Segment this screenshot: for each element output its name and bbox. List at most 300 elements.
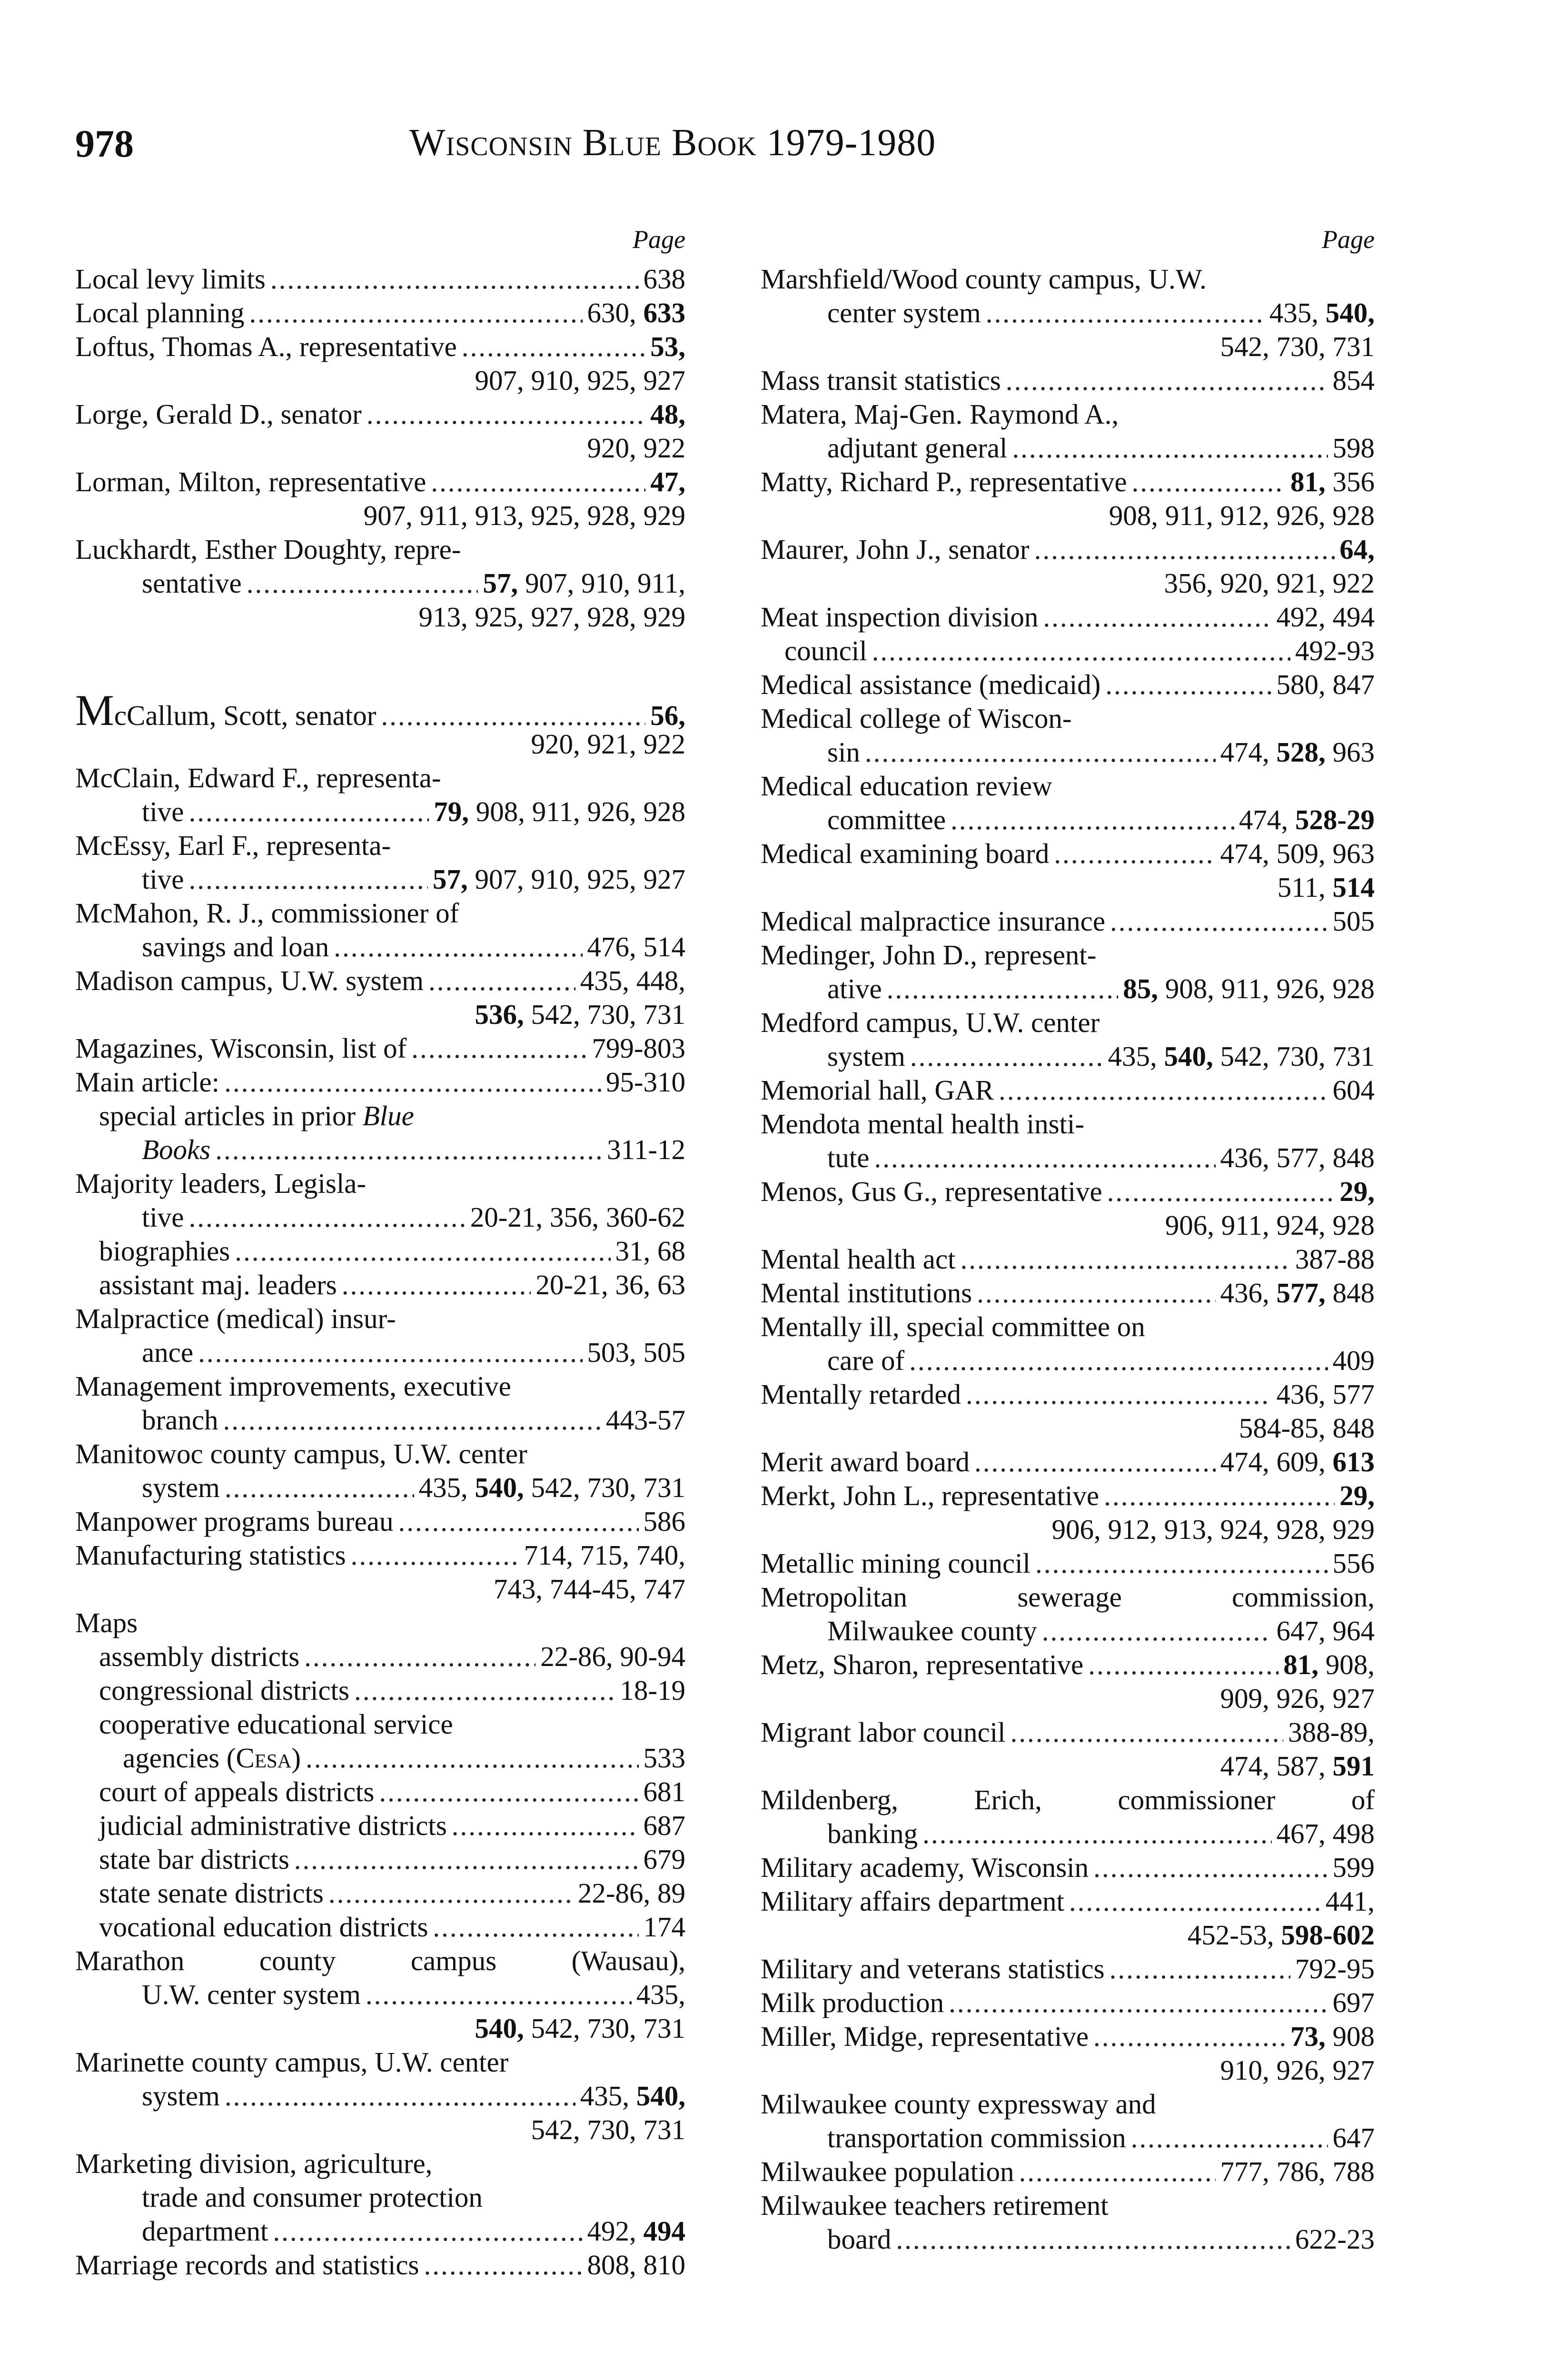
page-ref: 436, 577 — [1276, 1378, 1375, 1410]
entry-heading — [761, 904, 1105, 938]
page-refs — [1123, 972, 1375, 1006]
dot-leader — [1069, 1884, 1321, 1918]
page-ref: 584-85, 848 — [1239, 1412, 1375, 1444]
index-line — [75, 431, 685, 465]
index-line — [761, 533, 1375, 566]
page-ref: 514 — [1332, 872, 1375, 903]
index-line — [761, 1817, 1375, 1851]
heading-text: council — [784, 635, 867, 666]
entry-heading — [761, 600, 1038, 634]
page-ref: 536, — [475, 999, 524, 1030]
index-line — [761, 1209, 1375, 1242]
page-refs — [524, 1538, 685, 1572]
dot-leader — [1010, 1716, 1283, 1749]
index-line — [75, 863, 685, 896]
entry-heading — [761, 938, 1375, 972]
page-ref: 174 — [643, 1911, 685, 1943]
page-refs — [1333, 904, 1375, 938]
page-ref: 542, 730, 731 — [1213, 1041, 1375, 1072]
index-line — [75, 2248, 685, 2282]
page-ref: 81, — [1283, 1649, 1318, 1680]
index-line — [761, 1445, 1375, 1479]
page-ref: 494 — [643, 2215, 685, 2247]
entry-heading — [142, 2214, 268, 2248]
index-entry — [761, 1073, 1375, 1107]
dot-leader — [961, 1242, 1290, 1276]
index-line — [75, 1707, 685, 1741]
heading-text: Mental health act — [761, 1243, 956, 1275]
dot-leader — [225, 1471, 414, 1505]
heading-text: Local levy limits — [75, 263, 266, 295]
entry-heading — [142, 1200, 184, 1234]
entry-heading — [75, 296, 245, 330]
page-ref: 528, — [1276, 736, 1326, 768]
heading-text: Manufacturing statistics — [75, 1539, 346, 1571]
page-ref: 474, — [1220, 736, 1277, 768]
dot-leader — [1006, 364, 1328, 397]
page-refs — [531, 2113, 686, 2147]
index-entry — [761, 1445, 1375, 1479]
heading-text: Merkt, John L., representative — [761, 1480, 1100, 1511]
page-refs — [483, 566, 685, 600]
entry-heading — [761, 465, 1127, 499]
page-ref: 799-803 — [592, 1032, 685, 1064]
index-entry — [761, 938, 1375, 1006]
heading-text: tive — [142, 796, 184, 827]
heading-text: Marketing division, agriculture, — [75, 2148, 433, 2179]
index-line — [761, 330, 1375, 364]
index-line — [761, 2020, 1375, 2053]
page-ref: 907, 910, 925, 927 — [475, 365, 685, 396]
entry-heading — [827, 1614, 1037, 1648]
dot-leader — [334, 930, 582, 964]
index-entry — [75, 296, 685, 330]
index-entry — [75, 1606, 685, 1944]
entry-heading — [761, 1952, 1105, 1986]
index-line — [75, 1674, 685, 1707]
dot-leader — [1012, 431, 1328, 465]
page-refs — [1333, 1344, 1375, 1378]
page-ref: 18-19 — [620, 1675, 685, 1706]
page-refs — [1277, 1378, 1375, 1411]
index-line — [75, 1437, 685, 1471]
index-line — [761, 769, 1375, 803]
index-entry — [761, 465, 1375, 533]
index-line — [75, 1944, 685, 1978]
page-ref: 854 — [1332, 365, 1375, 396]
page-refs — [1277, 600, 1375, 634]
heading-text: Metallic mining council — [761, 1547, 1031, 1579]
page-ref: 907, 910, 925, 927 — [467, 863, 685, 895]
heading-text: biographies — [99, 1235, 230, 1267]
page-refs — [578, 1876, 685, 1910]
entry-heading — [761, 1783, 1375, 1817]
entry-heading — [142, 566, 242, 600]
page-ref: 388-89, — [1288, 1716, 1375, 1748]
page-refs — [580, 2079, 685, 2113]
index-line — [75, 1031, 685, 1065]
page-refs — [433, 863, 685, 896]
heading-text: Mendota mental health insti- — [761, 1108, 1084, 1140]
entry-heading — [761, 1107, 1375, 1141]
page-ref: 808, 810 — [587, 2249, 685, 2281]
heading-text: Medinger, John D., represent- — [761, 939, 1097, 971]
dot-leader — [949, 1986, 1328, 2020]
page-refs — [1165, 1209, 1375, 1242]
heading-text: McClain, Edward F., representa- — [75, 762, 441, 793]
index-entry — [761, 1580, 1375, 1648]
dot-leader — [188, 795, 429, 829]
dot-leader — [1110, 1952, 1290, 1986]
entry-heading — [142, 863, 184, 896]
entry-heading — [99, 1707, 685, 1741]
dot-leader — [909, 1344, 1328, 1378]
dot-leader — [999, 1073, 1328, 1107]
index-line — [761, 1276, 1375, 1310]
heading-text: Medical education review — [761, 770, 1052, 802]
index-line — [75, 1369, 685, 1403]
heading-text: Manpower programs bureau — [75, 1506, 394, 1537]
entry-heading — [827, 1344, 904, 1378]
entry-heading — [99, 1674, 349, 1707]
entry-heading — [761, 2189, 1375, 2222]
page-refs — [1333, 1073, 1375, 1107]
heading-text: Migrant labor council — [761, 1716, 1006, 1748]
page-refs — [587, 2248, 686, 2282]
entry-heading — [75, 465, 426, 499]
index-line — [761, 2053, 1375, 2087]
dot-leader — [1107, 1175, 1335, 1209]
heading-text: Milwaukee teachers retirement — [761, 2190, 1109, 2221]
page-ref: 64, — [1339, 534, 1375, 565]
page-ref: 910, 926, 927 — [1220, 2054, 1375, 2086]
index-line — [75, 964, 685, 998]
page-refs — [1326, 1884, 1375, 1918]
index-line — [75, 1741, 685, 1775]
page-refs — [615, 1234, 686, 1268]
heading-text: McEssy, Earl F., representa- — [75, 830, 391, 861]
page-refs — [1220, 735, 1375, 769]
index-line — [761, 600, 1375, 634]
entry-heading — [75, 1437, 685, 1471]
index-entry — [761, 1006, 1375, 1073]
index-entry — [75, 1065, 685, 1167]
index-line — [75, 1505, 685, 1538]
heading-text: cooperative educational service — [99, 1708, 453, 1740]
heading-text: Lorge, Gerald D., senator — [75, 398, 362, 430]
dot-leader — [887, 972, 1119, 1006]
page-ref: 22-86, 89 — [577, 1877, 685, 1909]
page-refs — [1333, 364, 1375, 397]
page-ref: 647 — [1332, 2122, 1375, 2153]
dot-leader — [910, 1040, 1103, 1073]
page-ref: 505 — [1332, 905, 1375, 937]
dot-leader — [235, 1234, 610, 1268]
entry-heading — [827, 431, 1007, 465]
index-line — [75, 1268, 685, 1302]
page-ref: 435, — [1108, 1041, 1164, 1072]
page-refs — [1283, 1648, 1375, 1682]
page-refs — [475, 2012, 686, 2045]
dot-leader — [224, 1065, 601, 1099]
index-line — [761, 837, 1375, 871]
entry-heading — [142, 1133, 210, 1167]
heading-text: Miller, Midge, representative — [761, 2021, 1089, 2052]
heading-text: Loftus, Thomas A., representative — [75, 331, 457, 362]
heading-text: adjutant general — [827, 432, 1008, 464]
page-refs — [1109, 499, 1375, 533]
index-line — [75, 1640, 685, 1674]
entry-heading — [75, 397, 362, 431]
entry-heading — [761, 1986, 944, 2020]
page-refs — [1220, 1141, 1375, 1175]
index-line — [75, 1876, 685, 1910]
index-line — [75, 1910, 685, 1944]
entry-heading — [761, 2087, 1375, 2121]
page-ref: 743, 744-45, 747 — [493, 1573, 685, 1605]
index-line — [761, 1682, 1375, 1716]
index-line — [75, 1538, 685, 1572]
index-line — [761, 1141, 1375, 1175]
page-ref: 908, 911, 926, 928 — [1158, 973, 1375, 1004]
entry-heading — [75, 262, 266, 296]
page-ref: 908, — [1318, 1649, 1375, 1680]
page-ref: 540, — [636, 2080, 685, 2112]
dot-leader — [896, 2222, 1290, 2256]
page-ref: 599 — [1332, 1852, 1375, 1883]
heading-text: system — [142, 1472, 220, 1503]
dot-leader — [1034, 533, 1335, 566]
page-ref: 47, — [650, 466, 685, 497]
entry-heading — [123, 1741, 301, 1775]
index-entry — [761, 364, 1375, 397]
page-refs — [1295, 2222, 1375, 2256]
entry-heading — [75, 330, 457, 364]
index-entry — [75, 1538, 685, 1606]
entry-heading — [761, 1242, 956, 1276]
page-refs — [1333, 2121, 1375, 2155]
index-line — [761, 1513, 1375, 1547]
heading-text: Cesa — [236, 1742, 292, 1774]
index-line — [75, 795, 685, 829]
heading-text: Books — [142, 1134, 211, 1165]
entry-heading — [827, 1817, 918, 1851]
index-line — [761, 499, 1375, 533]
page-ref: 604 — [1332, 1074, 1375, 1106]
dot-leader — [366, 1978, 632, 2012]
dot-leader — [951, 803, 1234, 837]
heading-text: McMahon, R. J., commissioner of — [75, 897, 459, 929]
index-line — [761, 1783, 1375, 1817]
heading-text: court of appeals districts — [99, 1776, 375, 1807]
heading-text: savings and loan — [142, 931, 329, 962]
entry-heading — [761, 1479, 1099, 1513]
page-ref: 622-23 — [1295, 2223, 1375, 2255]
dot-leader — [1054, 837, 1215, 871]
index-line — [761, 1918, 1375, 1952]
entry-heading — [75, 686, 377, 734]
index-line — [75, 330, 685, 364]
index-line — [75, 1167, 685, 1200]
page-ref: 511, — [1277, 872, 1333, 903]
index-entry — [761, 1851, 1375, 1884]
page-refs — [1333, 1547, 1375, 1580]
index-entry — [75, 829, 685, 896]
heading-text: vocational education districts — [99, 1911, 428, 1943]
entry-heading — [75, 829, 685, 863]
index-entry — [75, 1031, 685, 1065]
dot-leader — [872, 634, 1290, 668]
index-entry — [761, 1952, 1375, 1986]
index-entry — [75, 1944, 685, 2045]
page-ref: 474, 509, 963 — [1220, 838, 1375, 869]
heading-text: ance — [142, 1337, 194, 1368]
index-line — [75, 1775, 685, 1809]
entry-heading — [761, 1006, 1375, 1040]
heading-text: Mental institutions — [761, 1277, 972, 1309]
page-ref: 356, 920, 921, 922 — [1164, 567, 1375, 599]
index-line — [761, 634, 1375, 668]
index-line — [761, 735, 1375, 769]
heading-text: Matera, Maj-Gen. Raymond A., — [761, 398, 1119, 430]
page-ref: 81, — [1290, 466, 1326, 497]
dot-leader — [452, 1809, 639, 1843]
entry-heading — [761, 1276, 972, 1310]
page-refs — [1290, 2020, 1375, 2053]
dot-leader — [270, 262, 639, 296]
index-line — [761, 1749, 1375, 1783]
page-column-label: Page — [633, 225, 685, 254]
index-line — [75, 1606, 685, 1640]
dot-leader — [865, 735, 1216, 769]
index-line — [761, 1107, 1375, 1141]
heading-text: Management improvements, executive — [75, 1370, 511, 1402]
heading-text: Mass transit statistics — [761, 365, 1001, 396]
dot-leader — [367, 397, 645, 431]
index-entry — [75, 896, 685, 964]
page-refs — [1295, 634, 1375, 668]
page-ref: 907, 911, 913, 925, 928, 929 — [363, 500, 685, 531]
entry-heading — [142, 795, 184, 829]
index-line — [761, 1580, 1375, 1614]
heading-text: Local planning — [75, 297, 245, 328]
page-ref: 540, — [475, 2013, 524, 2044]
index-entry — [75, 330, 685, 397]
page-refs — [1239, 1411, 1375, 1445]
page-ref: 474, — [1239, 804, 1295, 835]
index-entry — [75, 686, 685, 761]
page-refs — [1339, 533, 1375, 566]
index-entry — [761, 397, 1375, 465]
page-refs — [650, 330, 685, 364]
page-refs — [434, 795, 685, 829]
index-line — [761, 803, 1375, 837]
index-line — [75, 1065, 685, 1099]
index-entry — [761, 1884, 1375, 1952]
entry-heading — [142, 1471, 220, 1505]
dot-leader — [1088, 1648, 1278, 1682]
heading-text: Marathon county campus (Wausau), — [75, 1945, 685, 1976]
page-refs — [644, 1843, 686, 1876]
heading-text: branch — [142, 1404, 218, 1436]
entry-heading — [761, 1884, 1064, 1918]
page-ref: 533 — [643, 1742, 685, 1774]
page-refs — [475, 364, 686, 397]
index-line — [761, 364, 1375, 397]
index-line — [75, 1471, 685, 1505]
index-line — [761, 702, 1375, 735]
page-ref: 908, 911, 926, 928 — [468, 796, 685, 827]
page-refs — [1277, 1817, 1375, 1851]
page-refs — [1220, 2053, 1375, 2087]
entry-heading — [761, 262, 1375, 296]
index-entry — [761, 2087, 1375, 2155]
index-entry — [761, 262, 1375, 364]
entry-heading — [761, 668, 1100, 702]
entry-heading — [142, 1336, 193, 1369]
entry-heading — [761, 1851, 1089, 1884]
index-line — [761, 1411, 1375, 1445]
page-refs — [1220, 1276, 1375, 1310]
entry-heading — [99, 1234, 230, 1268]
page-refs — [607, 1133, 685, 1167]
index-line — [761, 1344, 1375, 1378]
entry-heading — [99, 1775, 374, 1809]
entry-heading — [75, 1369, 685, 1403]
heading-text: tive — [142, 1201, 184, 1233]
page-ref: 540, — [475, 1472, 524, 1503]
index-line — [75, 829, 685, 863]
heading-text: Military affairs department — [761, 1885, 1064, 1917]
page-refs — [650, 465, 685, 499]
index-line — [761, 2189, 1375, 2222]
entry-heading — [99, 1876, 324, 1910]
page-ref: 492, — [587, 2215, 644, 2247]
index-line — [761, 2222, 1375, 2256]
page-ref: 679 — [643, 1844, 685, 1875]
heading-text: Metropolitan sewerage commission, — [761, 1581, 1375, 1613]
heading-text: Military academy, Wisconsin — [761, 1852, 1089, 1883]
page-ref: 577, — [1276, 1277, 1326, 1309]
index-entry — [761, 1276, 1375, 1310]
index-entry — [761, 1783, 1375, 1851]
heading-text: ) — [291, 1742, 301, 1774]
index-entry — [75, 964, 685, 1031]
heading-text: special articles in prior — [99, 1100, 363, 1131]
index-line — [75, 296, 685, 330]
index-line — [761, 1378, 1375, 1411]
dot-leader — [922, 1817, 1271, 1851]
page-ref: 436, 577, 848 — [1220, 1142, 1375, 1173]
page-ref: 48, — [650, 398, 685, 430]
index-entry — [761, 2020, 1375, 2087]
heading-text: center system — [827, 297, 981, 328]
page-ref: 436, — [1220, 1277, 1277, 1309]
dot-leader — [1035, 1547, 1328, 1580]
dot-leader — [431, 465, 645, 499]
dot-leader — [354, 1674, 615, 1707]
page-ref: 20-21, 356, 360-62 — [470, 1201, 685, 1233]
dot-leader — [1105, 668, 1271, 702]
page-refs — [1290, 465, 1375, 499]
index-line — [75, 686, 685, 734]
page-refs — [1339, 1175, 1375, 1209]
page-refs — [587, 431, 686, 465]
heading-text: sentative — [142, 567, 242, 599]
heading-text: Magazines, Wisconsin, list of — [75, 1032, 407, 1064]
index-line — [75, 566, 685, 600]
index-entry — [75, 262, 685, 296]
